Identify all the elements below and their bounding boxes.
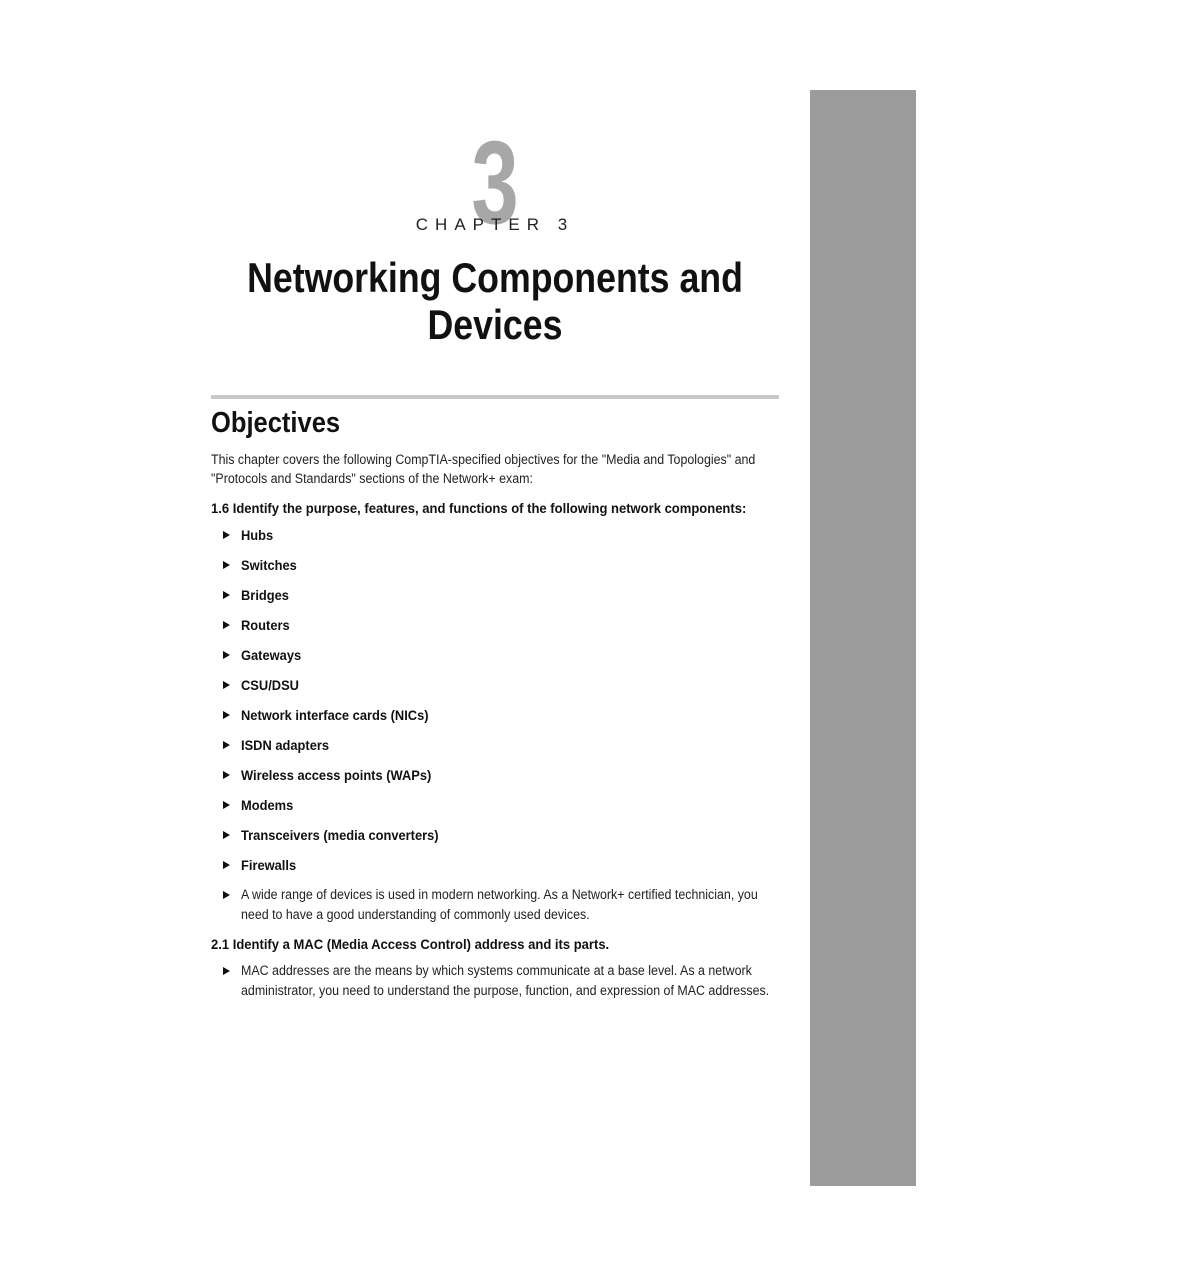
list-item: CSU/DSU <box>211 675 779 695</box>
section-divider <box>211 395 779 399</box>
list-item: Modems <box>211 795 779 815</box>
list-item: Wireless access points (WAPs) <box>211 765 779 785</box>
bullet-arrow-icon <box>223 531 230 539</box>
objective-1-6-note: A wide range of devices is used in modern networking. As a Network+ certified technician, you need to have a good understanding of commonly used devices. <box>211 885 779 925</box>
bullet-arrow-icon <box>223 891 230 899</box>
list-item: Hubs <box>211 525 779 545</box>
objective-2-1-list <box>211 961 779 1001</box>
objectives-heading: Objectives <box>211 407 341 439</box>
objective-2-1-heading: 2.1 Identify a MAC (Media Access Control) address and its parts. <box>211 936 610 952</box>
page-title: Networking Components and Devices <box>247 254 743 348</box>
bullet-arrow-icon <box>223 621 230 629</box>
list-item: Transceivers (media converters) <box>211 825 779 845</box>
component-list <box>211 525 779 925</box>
objectives-intro: This chapter covers the following CompTIA-specified objectives for the "Media and Topologies" and "Protocols and Standards" sections of the Network+ exam: <box>211 452 756 486</box>
bullet-arrow-icon <box>223 771 230 779</box>
chapter-label: CHAPTER 3 <box>415 215 575 234</box>
list-item: Network interface cards (NICs) <box>211 705 779 725</box>
list-item: Firewalls <box>211 855 779 875</box>
bullet-arrow-icon <box>223 711 230 719</box>
objective-1-6-heading: 1.6 Identify the purpose, features, and functions of the following network components: <box>211 500 747 516</box>
bullet-arrow-icon <box>223 801 230 809</box>
chapter-number: 3 <box>471 117 519 249</box>
bullet-arrow-icon <box>223 861 230 869</box>
list-item: ISDN adapters <box>211 735 779 755</box>
objectives-content <box>211 450 779 1011</box>
bullet-arrow-icon <box>223 561 230 569</box>
bullet-arrow-icon <box>223 741 230 749</box>
bullet-arrow-icon <box>223 651 230 659</box>
list-item: Routers <box>211 615 779 635</box>
side-bar <box>810 90 916 1186</box>
list-item: Switches <box>211 555 779 575</box>
bullet-arrow-icon <box>223 591 230 599</box>
objective-2-1-note: MAC addresses are the means by which systems communicate at a base level. As a network administrator, you need to understand the purpose, function, and expression of MAC addresses. <box>211 961 779 1001</box>
bullet-arrow-icon <box>223 831 230 839</box>
bullet-arrow-icon <box>223 681 230 689</box>
list-item: Bridges <box>211 585 779 605</box>
bullet-arrow-icon <box>223 967 230 975</box>
list-item: Gateways <box>211 645 779 665</box>
